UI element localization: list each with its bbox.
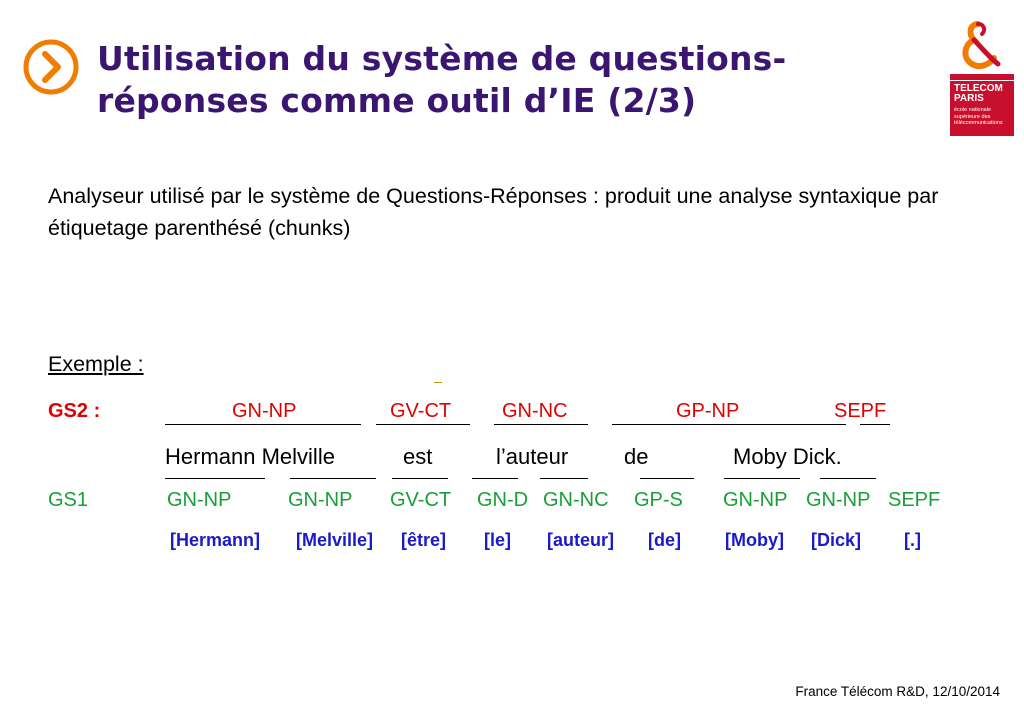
token: [Melville]	[296, 530, 374, 550]
token: [Hermann]	[170, 530, 261, 550]
example-heading: Exemple :	[48, 352, 144, 376]
sentence-word: est	[403, 444, 433, 469]
token: [Moby]	[725, 530, 784, 550]
telecom-paris-logo	[948, 18, 1016, 138]
intro-paragraph: Analyseur utilisé par le système de Questions-Réponses : produit une analyse syntaxique par étiquetage parenthésé (chunks)	[48, 184, 939, 240]
gs1-tag: GV-CT	[390, 489, 452, 511]
gs1-underline	[392, 478, 448, 479]
gs2-underline	[860, 424, 890, 425]
logo-title-line: TELECOM	[954, 83, 1003, 94]
gs2-tag: SEPF	[834, 400, 887, 422]
logo-subtitle-line: télécommunications	[954, 120, 1003, 126]
gs1-tag: GN-NP	[288, 489, 353, 511]
token: [Dick]	[811, 530, 862, 550]
logo-subtitle-line: école nationale	[954, 107, 992, 113]
sentence-word: Moby Dick.	[733, 444, 842, 469]
logo-subtitle-line: supérieure des	[954, 113, 991, 120]
gs1-tag: GN-NP	[167, 489, 232, 511]
gs2-tag: GV-CT	[390, 400, 452, 422]
gs2-tag: GN-NC	[502, 400, 568, 422]
gs1-underline	[640, 478, 694, 479]
logo-title	[954, 84, 1003, 104]
gs2-tag: GP-NP	[676, 400, 740, 422]
token: [.]	[904, 530, 921, 550]
logo-block	[950, 74, 1014, 136]
sentence-word: de	[624, 444, 649, 469]
gs1-label: GS1	[48, 489, 89, 511]
gs2-label: GS2 :	[48, 400, 101, 422]
gs2-underline	[494, 424, 588, 425]
gs1-tag: GN-NC	[543, 489, 609, 511]
gs1-underline	[290, 478, 376, 479]
gs1-underline	[540, 478, 588, 479]
stray-mark	[434, 382, 442, 383]
gs2-tag: GN-NP	[232, 400, 297, 422]
gs1-underline	[472, 478, 518, 479]
logo-subtitle	[954, 107, 1003, 127]
sentence-word: Hermann Melville	[165, 444, 335, 469]
sentence-word: l’auteur	[496, 444, 569, 469]
token: [être]	[401, 530, 447, 550]
gs2-underline	[165, 424, 361, 425]
slide-footer: France Télécom R&D, 12/10/2014	[795, 684, 1000, 699]
gs1-underline	[820, 478, 876, 479]
gs1-tag: GP-S	[634, 489, 683, 511]
token: [auteur]	[547, 530, 614, 550]
logo-title-line: PARIS	[954, 93, 984, 104]
token: [le]	[484, 530, 511, 550]
gs1-underline	[724, 478, 800, 479]
chevron-right-icon	[22, 38, 80, 96]
gs2-underline	[376, 424, 470, 425]
gs1-underline	[165, 478, 265, 479]
gs1-tag: GN-D	[477, 489, 529, 511]
gs2-underline	[612, 424, 846, 425]
slide-title: Utilisation du système de questions-réponses comme outil d’IE (2/3)	[97, 39, 787, 120]
gs1-tag: SEPF	[888, 489, 941, 511]
gs1-tag: GN-NP	[723, 489, 788, 511]
token: [de]	[648, 530, 681, 550]
gs1-tag: GN-NP	[806, 489, 871, 511]
ampersand-icon	[948, 18, 1016, 74]
